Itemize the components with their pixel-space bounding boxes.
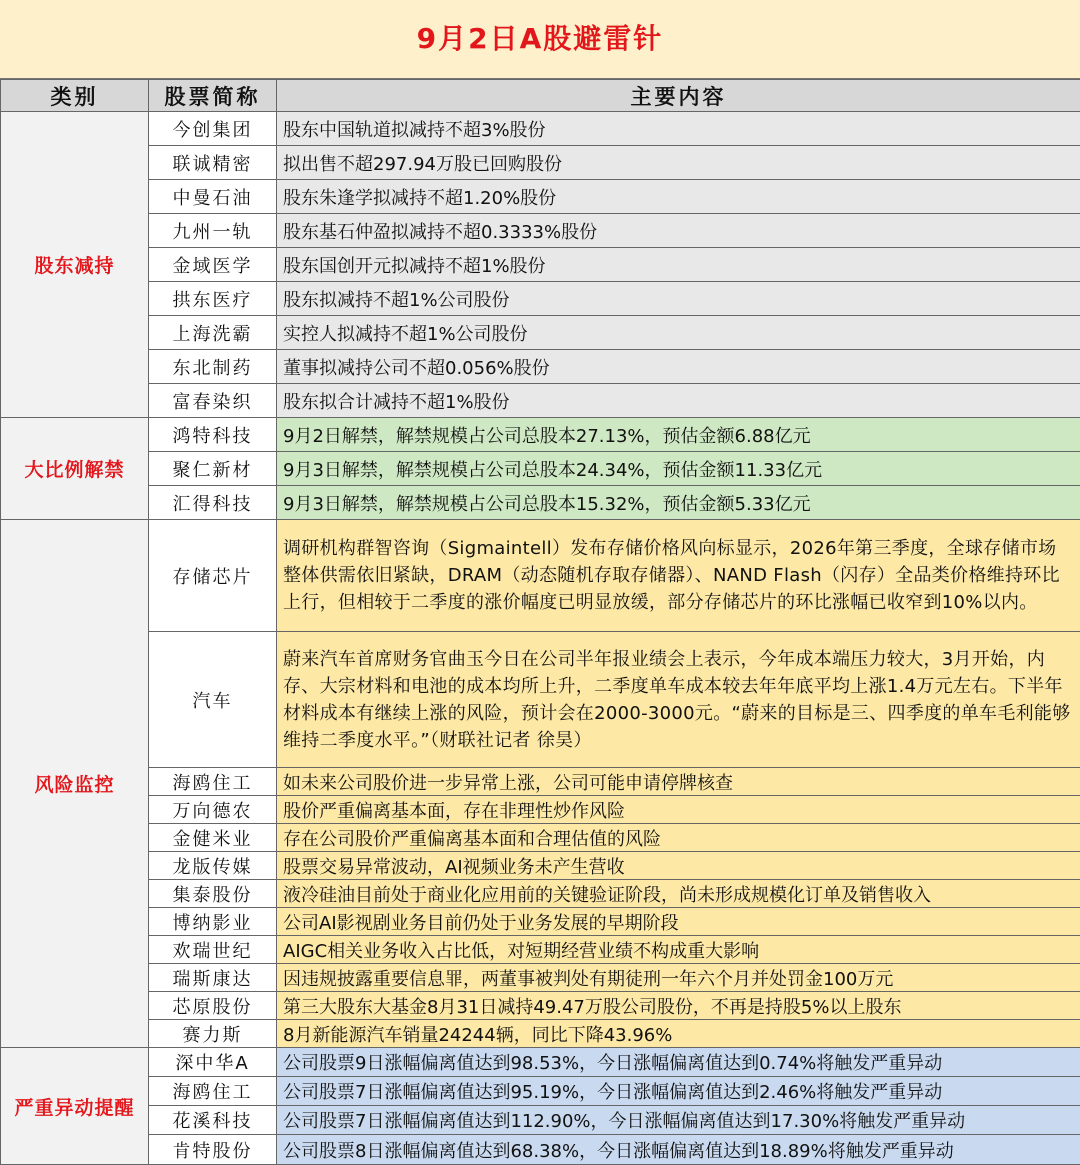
stock-name: 上海洗霸 [149, 316, 277, 350]
stock-name: 聚仁新材 [149, 452, 277, 486]
content-cell: 拟出售不超297.94万股已回购股份 [277, 146, 1080, 180]
table-row [1, 316, 1080, 350]
stock-name: 中曼石油 [149, 180, 277, 214]
stock-name: 深中华A [149, 1048, 277, 1077]
table-row [1, 112, 1080, 146]
content-cell: 如未来公司股价进一步异常上涨，公司可能申请停牌核查 [277, 768, 1080, 796]
stock-name: 龙版传媒 [149, 852, 277, 880]
table-row [1, 1048, 1080, 1077]
header-row [1, 80, 1080, 112]
table-row [1, 796, 1080, 824]
category-abnormal: 严重异动提醒 [1, 1048, 149, 1165]
stock-name: 汇得科技 [149, 486, 277, 520]
stock-name: 今创集团 [149, 112, 277, 146]
risk-table [0, 79, 1080, 1165]
table-row [1, 418, 1080, 452]
category-risk: 风险监控 [1, 520, 149, 1048]
stock-name: 瑞斯康达 [149, 964, 277, 992]
table-row [1, 384, 1080, 418]
table-row [1, 452, 1080, 486]
stock-name: 金域医学 [149, 248, 277, 282]
table-row [1, 908, 1080, 936]
content-cell: 股票交易异常波动，AI视频业务未产生营收 [277, 852, 1080, 880]
stock-name: 东北制药 [149, 350, 277, 384]
stock-name: 花溪科技 [149, 1106, 277, 1135]
content-cell: 因违规披露重要信息罪，两董事被判处有期徒刑一年六个月并处罚金100万元 [277, 964, 1080, 992]
table-row [1, 936, 1080, 964]
table-row [1, 248, 1080, 282]
content-cell: 股东国创开元拟减持不超1%股份 [277, 248, 1080, 282]
stock-name: 金健米业 [149, 824, 277, 852]
content-cell: 董事拟减持公司不超0.056%股份 [277, 350, 1080, 384]
content-cell: AIGC相关业务收入占比低，对短期经营业绩不构成重大影响 [277, 936, 1080, 964]
table-row [1, 282, 1080, 316]
table-row [1, 768, 1080, 796]
table-row [1, 852, 1080, 880]
stock-name: 汽车 [149, 632, 277, 768]
table-row [1, 632, 1080, 768]
content-cell: 股东朱逢学拟减持不超1.20%股份 [277, 180, 1080, 214]
category-unlock: 大比例解禁 [1, 418, 149, 520]
header-category: 类别 [1, 80, 149, 112]
stock-name: 九州一轨 [149, 214, 277, 248]
stock-name: 海鸥住工 [149, 1077, 277, 1106]
page-title: 9月2日A股避雷针 [0, 0, 1080, 79]
stock-name: 拱东医疗 [149, 282, 277, 316]
content-cell: 公司AI影视剧业务目前仍处于业务发展的早期阶段 [277, 908, 1080, 936]
table-row [1, 350, 1080, 384]
content-cell: 9月2日解禁，解禁规模占公司总股本27.13%，预估金额6.88亿元 [277, 418, 1080, 452]
stock-name: 联诚精密 [149, 146, 277, 180]
stock-name: 芯原股份 [149, 992, 277, 1020]
stock-name: 海鸥住工 [149, 768, 277, 796]
table-row [1, 1106, 1080, 1135]
category-reduce: 股东减持 [1, 112, 149, 418]
stock-name: 博纳影业 [149, 908, 277, 936]
content-cell: 股东基石仲盈拟减持不超0.3333%股份 [277, 214, 1080, 248]
table-row [1, 824, 1080, 852]
stock-name: 赛力斯 [149, 1020, 277, 1048]
table-body [1, 112, 1080, 1165]
header-stock: 股票简称 [149, 80, 277, 112]
table-row [1, 964, 1080, 992]
content-cell: 股价严重偏离基本面，存在非理性炒作风险 [277, 796, 1080, 824]
content-cell: 公司股票7日涨幅偏离值达到95.19%，今日涨幅偏离值达到2.46%将触发严重异动 [277, 1077, 1080, 1106]
table-row [1, 520, 1080, 632]
table-row [1, 146, 1080, 180]
content-cell: 9月3日解禁，解禁规模占公司总股本24.34%，预估金额11.33亿元 [277, 452, 1080, 486]
stock-name: 鸿特科技 [149, 418, 277, 452]
stock-name: 肯特股份 [149, 1135, 277, 1165]
content-cell: 股东中国轨道拟减持不超3%股份 [277, 112, 1080, 146]
table-row [1, 1077, 1080, 1106]
stock-name: 欢瑞世纪 [149, 936, 277, 964]
content-cell: 8月新能源汽车销量24244辆，同比下降43.96% [277, 1020, 1080, 1048]
table-row [1, 1020, 1080, 1048]
stock-name: 万向德农 [149, 796, 277, 824]
content-cell: 9月3日解禁，解禁规模占公司总股本15.32%，预估金额5.33亿元 [277, 486, 1080, 520]
content-cell: 股东拟合计减持不超1%股份 [277, 384, 1080, 418]
stock-name: 集泰股份 [149, 880, 277, 908]
table-row [1, 180, 1080, 214]
table-row [1, 486, 1080, 520]
table-row [1, 880, 1080, 908]
content-cell: 蔚来汽车首席财务官曲玉今日在公司半年报业绩会上表示，今年成本端压力较大，3月开始，内存、大宗材料和电池的成本均所上升，二季度单车成本较去年年底平均上涨1.4万元左右。下半年材料成本有继续上涨的风险，预计会在2000-3000元。“蔚来的目标是三、四季度的单车毛利能够维持二季度水平。”（财联社记者 徐昊） [277, 632, 1080, 768]
stock-name: 存储芯片 [149, 520, 277, 632]
content-cell: 调研机构群智咨询（Sigmaintell）发布存储价格风向标显示，2026年第三季度，全球存储市场整体供需依旧紧缺，DRAM（动态随机存取存储器）、NAND Flash（闪存）全品类价格维持环比上行，但相较于二季度的涨价幅度已明显放缓，部分存储芯片的环比涨幅已收窄到10%以内。 [277, 520, 1080, 632]
table-row [1, 214, 1080, 248]
stock-name: 富春染织 [149, 384, 277, 418]
content-cell: 公司股票7日涨幅偏离值达到112.90%，今日涨幅偏离值达到17.30%将触发严重异动 [277, 1106, 1080, 1135]
content-cell: 公司股票8日涨幅偏离值达到68.38%，今日涨幅偏离值达到18.89%将触发严重异动 [277, 1135, 1080, 1165]
content-cell: 存在公司股价严重偏离基本面和合理估值的风险 [277, 824, 1080, 852]
table-row [1, 992, 1080, 1020]
content-cell: 第三大股东大基金8月31日减持49.47万股公司股份，不再是持股5%以上股东 [277, 992, 1080, 1020]
content-cell: 股东拟减持不超1%公司股份 [277, 282, 1080, 316]
table-row [1, 1135, 1080, 1165]
content-cell: 公司股票9日涨幅偏离值达到98.53%，今日涨幅偏离值达到0.74%将触发严重异动 [277, 1048, 1080, 1077]
content-cell: 实控人拟减持不超1%公司股份 [277, 316, 1080, 350]
header-content: 主要内容 [277, 80, 1080, 112]
content-cell: 液冷硅油目前处于商业化应用前的关键验证阶段，尚未形成规模化订单及销售收入 [277, 880, 1080, 908]
